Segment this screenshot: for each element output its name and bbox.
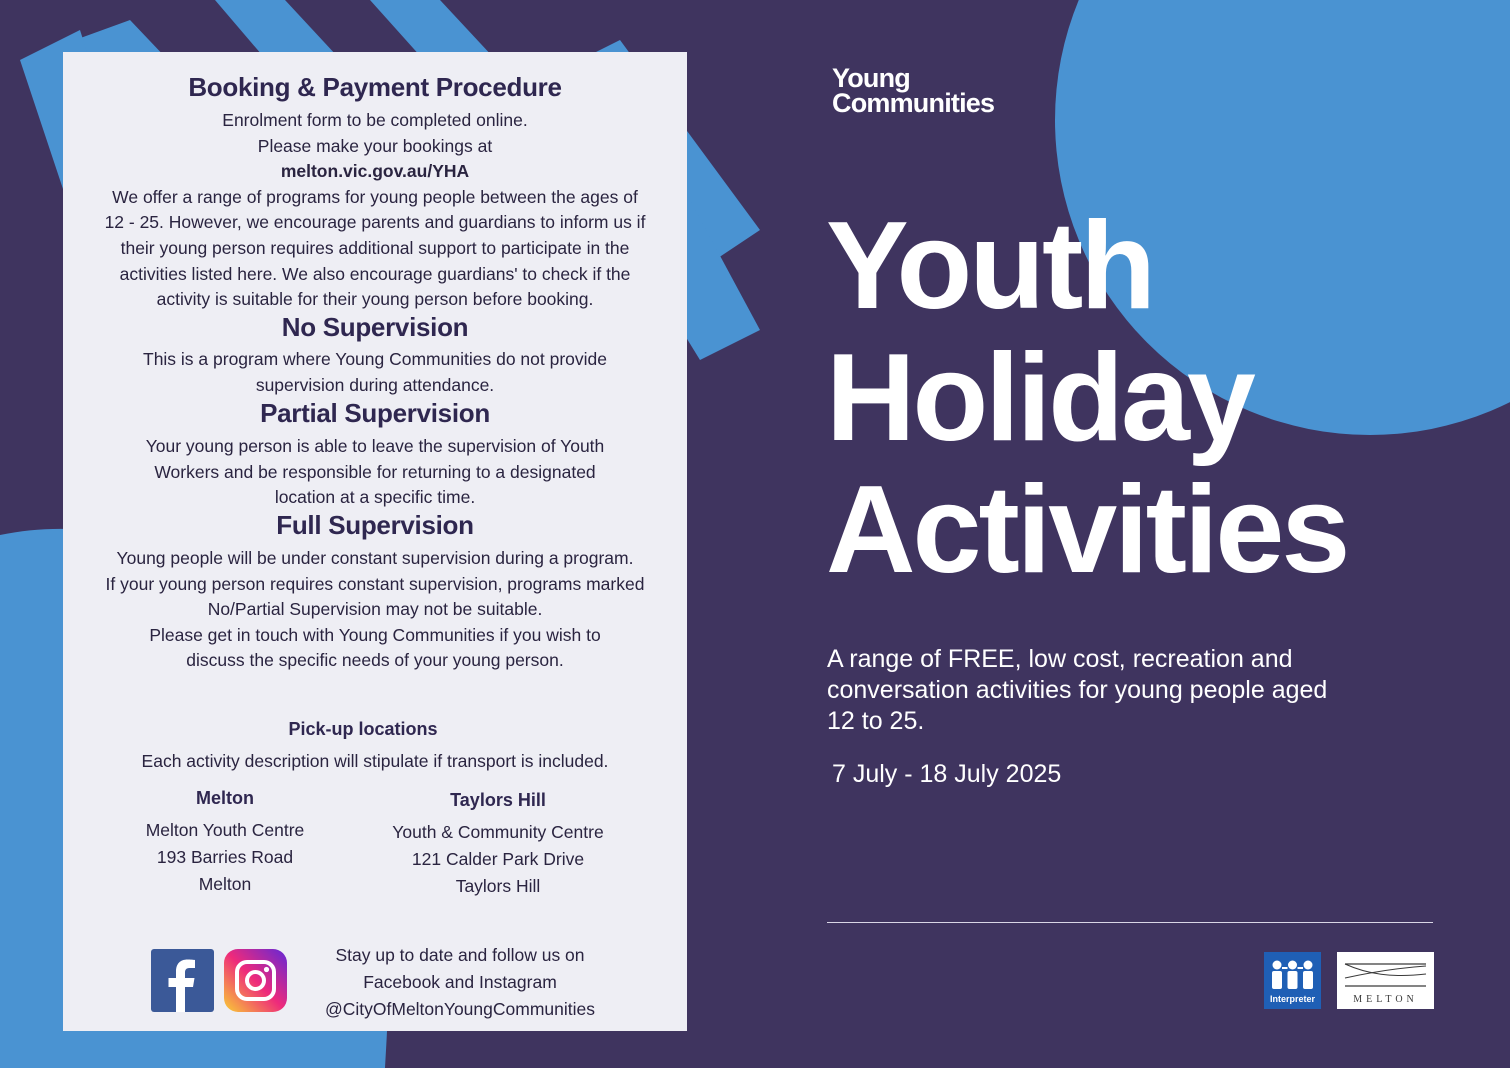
booking-line: Please make your bookings at — [257, 135, 493, 156]
info-panel — [63, 52, 687, 1031]
booking-link[interactable]: melton.vic.gov.au/YHA — [280, 161, 470, 182]
interpreter-label: Interpreter — [1269, 994, 1315, 1004]
booking-text — [81, 108, 669, 313]
booking-line: their young person requires additional support to participate in the — [120, 237, 630, 258]
social-line: Facebook and Instagram — [363, 972, 557, 992]
social-line: Stay up to date and follow us on — [335, 945, 585, 965]
partial-supervision-line: Workers and be responsible for returning to a designated — [154, 461, 596, 482]
interpreter-icon — [1264, 952, 1321, 1009]
booking-line: 12 - 25. However, we encourage parents and guardians to inform us if — [104, 212, 646, 233]
full-supervision-line: discuss the specific needs of your young person. — [186, 650, 564, 671]
location-line: Melton — [198, 874, 252, 894]
brand-line: Communities — [832, 88, 995, 118]
booking-line: activities listed here. We also encourage guardians' to check if the — [119, 263, 631, 284]
location-melton — [95, 788, 355, 898]
young-communities-logo — [832, 63, 995, 118]
location-line: Taylors Hill — [455, 876, 541, 896]
social-text — [295, 942, 625, 1023]
pickup-note: Each activity description will stipulate if transport is included. — [141, 751, 609, 771]
melton-wordmark: MELTON — [1353, 994, 1418, 1005]
instagram-icon[interactable] — [224, 949, 287, 1012]
hero-title-line: Activities — [826, 461, 1348, 599]
intro-line: conversation activities for young people aged — [827, 676, 1328, 704]
full-supervision-line: Young people will be under constant supervision during a program. — [116, 548, 634, 568]
full-supervision-line: If your young person requires constant supervision, programs marked — [105, 573, 645, 594]
intro-line: A range of FREE, low cost, recreation and — [827, 645, 1293, 673]
divider — [827, 922, 1433, 923]
location-line: 193 Barries Road — [156, 847, 294, 867]
partial-supervision-line: Your young person is able to leave the supervision of Youth — [145, 436, 605, 456]
full-supervision-line: No/Partial Supervision may not be suitable. — [207, 599, 543, 620]
hero-title-line: Youth — [826, 197, 1154, 335]
location-line: Melton Youth Centre — [145, 820, 305, 840]
city-of-melton-logo — [1337, 952, 1434, 1009]
full-supervision-line: Please get in touch with Young Communities if you wish to — [149, 624, 601, 645]
location-taylors-hill — [368, 790, 628, 900]
intro-line: 12 to 25. — [827, 707, 925, 735]
partial-supervision-text — [81, 434, 669, 511]
partial-supervision-line: location at a specific time. — [274, 487, 476, 508]
location-name: Melton — [196, 788, 254, 808]
pickup-title: Pick-up locations — [288, 719, 438, 739]
facebook-icon[interactable] — [151, 949, 214, 1012]
location-line: Youth & Community Centre — [392, 822, 604, 842]
no-supervision-line: supervision during attendance. — [255, 374, 495, 395]
booking-line: We offer a range of programs for young people between the ages of — [112, 186, 638, 207]
location-line: 121 Calder Park Drive — [411, 849, 585, 869]
full-supervision-text — [81, 546, 669, 674]
booking-title: Booking & Payment Procedure — [188, 72, 562, 102]
location-name: Taylors Hill — [450, 790, 546, 810]
hero-title-line: Holiday — [826, 329, 1253, 467]
no-supervision-text — [81, 347, 669, 398]
no-supervision-title: No Supervision — [281, 312, 469, 342]
hero-intro — [827, 644, 1427, 737]
hero-title — [826, 197, 1348, 599]
booking-line: activity is suitable for their young person before booking. — [156, 289, 594, 310]
brand-line: Young — [832, 63, 910, 93]
no-supervision-line: This is a program where Young Communities do not provide — [143, 349, 607, 369]
booking-line: Enrolment form to be completed online. — [222, 110, 528, 130]
social-handle[interactable]: @CityOfMeltonYoungCommunities — [324, 999, 595, 1019]
full-supervision-title: Full Supervision — [276, 510, 474, 540]
partial-supervision-title: Partial Supervision — [260, 398, 490, 428]
hero-dates: 7 July - 18 July 2025 — [832, 760, 1062, 788]
